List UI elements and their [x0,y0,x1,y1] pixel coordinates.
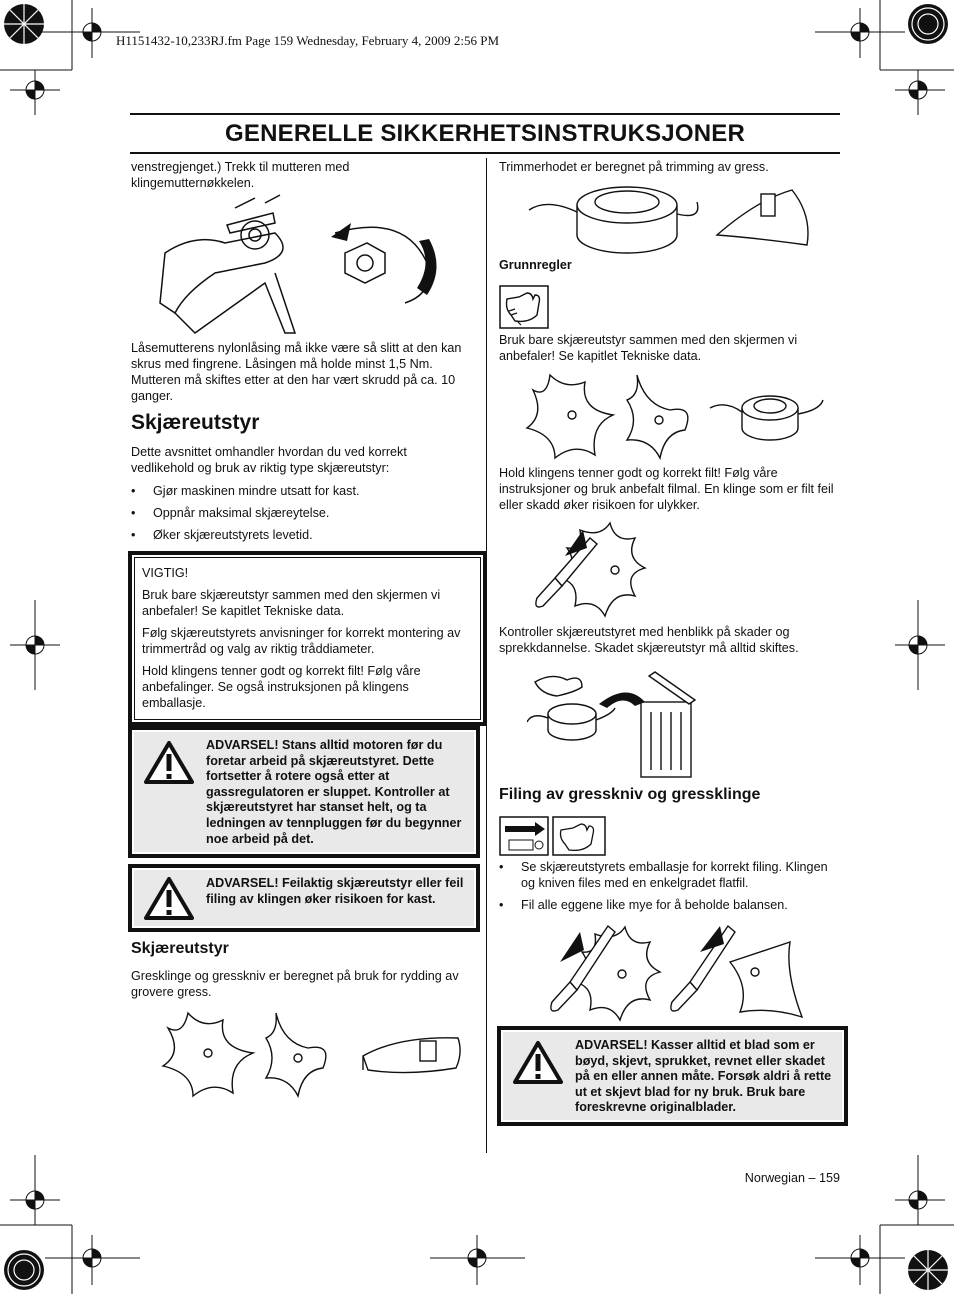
important-p3: Hold klingens tenner godt og korrekt filt! Følg våre anbefalinger. Se også instruksjonen på klingens emballasje. [142,664,421,710]
list-item: • Gjør maskinen mindre utsatt for kast. [131,483,473,499]
intro-text: venstregjenget.) Trekk til mutteren med klingemutternøkkelen. [131,160,350,190]
page-title: GENERELLE SIKKERHETSINSTRUKSJONER [130,113,840,154]
list-item: • Øker skjæreutstyrets levetid. [131,527,473,543]
rule-1-text: Bruk bare skjæreutstyr sammen med den skjermen vi anbefaler! Se kapitlet Tekniske data. [499,333,798,363]
warning-text-2: ADVARSEL! Feilaktig skjæreutstyr eller feil filing av klingen øker risikoen for kast. [206,876,464,906]
sub-text: Gresklinge og gresskniv er beregnet på bruk for rydding av grovere gress. [131,969,459,999]
warning-box-1 [128,726,480,858]
nut-tightening-illustration [155,193,455,338]
warning-icon [501,1030,575,1084]
rule-3-text: Kontroller skjæreutstyret med henblikk på skader og sprekkdannelse. Skadet skjæreutstyr må alltid skiftes. [499,625,799,655]
filing-blades-illustration [540,922,840,1022]
page-footer: Norwegian – 159 [744,1171,840,1185]
basic-rules-heading: Grunnregler [499,258,572,272]
warning-icon [132,730,206,784]
warning-box-3 [497,1026,848,1126]
rule-2-text: Hold klingens tenner godt og korrekt filt! Følg våre instruksjoner og bruk anbefalt filmal. En klinge som er filt feil eller skadd øker risikoen for ulykker. [499,466,834,512]
filing-bullets [499,859,839,913]
list-item: • Se skjæreutstyrets emballasje for korrekt filing. Klingen og kniven files med en enkelgradet flatfil. [499,859,839,891]
important-p1: Bruk bare skjæreutstyr sammen med den skjermen vi anbefaler! Se kapitlet Tekniske data. [142,588,441,618]
print-header: H1151432-10,233RJ.fm Page 159 Wednesday, February 4, 2009 2:56 PM [116,33,500,48]
blades-and-trimmer-illustration [525,370,845,462]
file-and-glove-icons [499,816,607,856]
warning-text-1: ADVARSEL! Stans alltid motoren før du foretar arbeid på skjæreutstyret. Dette fortsetter å rotere også etter at gassregulatoren er sluppet. Kontroller at skjæreutstyret har stanset helt, og ta ledningen av tennpluggen før du begynner noe arbeid på det. [206,738,462,846]
important-p2: Følg skjæreutstyrets anvisninger for korrekt montering av trimmertråd og valg av riktig tråddiameter. [142,626,461,656]
trimmer-head-illustration [527,180,827,260]
glove-icon [499,285,549,329]
trimmer-text: Trimmerhodet er beregnet på trimming av gress. [499,160,769,174]
filing-heading: Filing av gresskniv og gressklinge [499,786,761,803]
section-intro: Dette avsnittet omhandler hvordan du ved korrekt vedlikehold og bruk av riktig type skjæreutstyr: [131,445,407,475]
discard-damaged-illustration [527,662,727,782]
list-item: • Oppnår maksimal skjæreytelse. [131,505,473,521]
list-item: • Fil alle eggene like mye for å beholde balansen. [499,897,839,913]
important-box [128,551,487,726]
warning-box-2 [128,864,480,932]
blade-filing-illustration [525,518,675,618]
blades-illustration [158,1008,478,1103]
section-bullets [131,483,473,543]
important-label: VIGTIG! [142,566,189,580]
warning-text-3: ADVARSEL! Kasser alltid et blad som er bøyd, skjevt, sprukket, revnet eller skadet på en eller annen måte. Forsøk aldri å rette ut et skjevt blad for ny bruk. Bruk bare foreskrevne originalblader. [575,1038,832,1115]
section-heading: Skjæreutstyr [131,411,260,434]
sub-heading: Skjæreutstyr [131,940,229,957]
locknut-text: Låsemutterens nylonlåsing må ikke være så slitt at den kan skrus med fingrene. Låsingen må holde minst 1,5 Nm. Mutteren må skiftes etter at den har vært skrudd på ca. 10 ganger. [131,341,462,403]
warning-icon [132,868,206,920]
